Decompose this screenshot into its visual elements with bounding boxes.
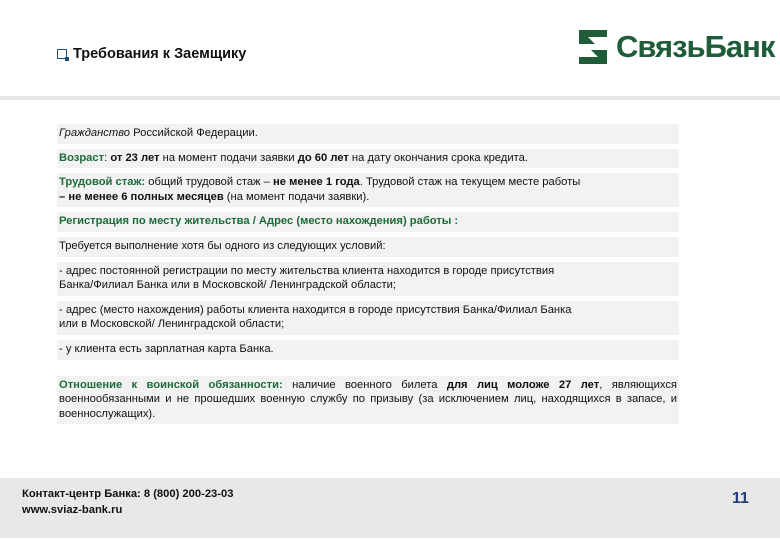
condition-2-line-2: или в Московской/ Ленинградской области; [59,318,285,331]
military-text-3: , являющихся военнообязанными и не прошедших военную службу по призыву (за исключением лиц, находящихся в запасе, и военнослужащих). [59,378,677,420]
checkbox-bullet-icon [57,49,67,59]
contact-website[interactable]: www.sviaz-bank.ru [22,504,123,516]
page-number: 11 [732,490,749,507]
experience-current: – не менее 6 полных месяцев [59,190,224,203]
military-text-1: наличие военного билета [282,378,447,391]
condition-2 [57,301,679,335]
required-text: Требуется выполнение хотя бы одного из следующих условий: [59,239,386,252]
experience-text-1: общий трудовой стаж – [145,176,273,189]
military-block [57,376,679,425]
experience-text-3: . Трудовой стаж на текущем месте работы [359,176,581,189]
slide-footer [0,478,780,538]
slide-title: Требования к Заемщику [73,46,247,62]
military-age: для лиц моложе 27 лет [446,378,600,391]
age-text-1: : [104,151,111,164]
citizenship-block [57,124,679,144]
bank-logo [575,27,774,67]
experience-block [57,173,679,207]
citizenship-label: Гражданство [59,127,131,139]
condition-1-line-1: - адрес постоянной регистрации по месту жительства клиента находится в городе присутствия [59,264,555,277]
citizenship-text: Российской Федерации. [130,127,258,139]
header-divider [0,96,780,100]
condition-1 [57,262,679,296]
registration-label: Регистрация по месту жительства / Адрес (место нахождения) работы : [59,215,459,228]
bank-logo-icon [575,28,611,66]
slide-header [0,0,780,96]
requirements-content [57,124,679,424]
age-max: до 60 лет [297,151,349,164]
required-block [57,237,679,257]
condition-3 [57,340,679,360]
age-min: от 23 лет [110,151,160,164]
age-label: Возраст [59,151,105,164]
condition-3-text: - у клиента есть зарплатная карта Банка. [59,342,274,355]
age-text-3: на момент подачи заявки [159,151,298,164]
experience-label: Трудовой стаж: [59,176,146,189]
condition-1-line-2: Банка/Филиал Банка или в Московской/ Ленинградской области; [59,279,396,292]
contact-phone: Контакт-центр Банка: 8 (800) 200-23-03 [22,488,234,500]
age-block [57,149,679,169]
experience-text-5: (на момент подачи заявки). [223,190,370,203]
condition-2-line-1: - адрес (место нахождения) работы клиента находится в городе присутствия Банка/Филиал Банка [59,303,572,316]
age-text-5: на дату окончания срока кредита. [348,151,528,164]
title-row [57,46,246,62]
military-label: Отношение к воинской обязанности: [59,378,283,391]
contact-info [22,486,233,518]
bank-logo-text: СвязьБанк [616,29,775,64]
registration-block [57,212,679,232]
experience-total: не менее 1 года [272,176,360,189]
